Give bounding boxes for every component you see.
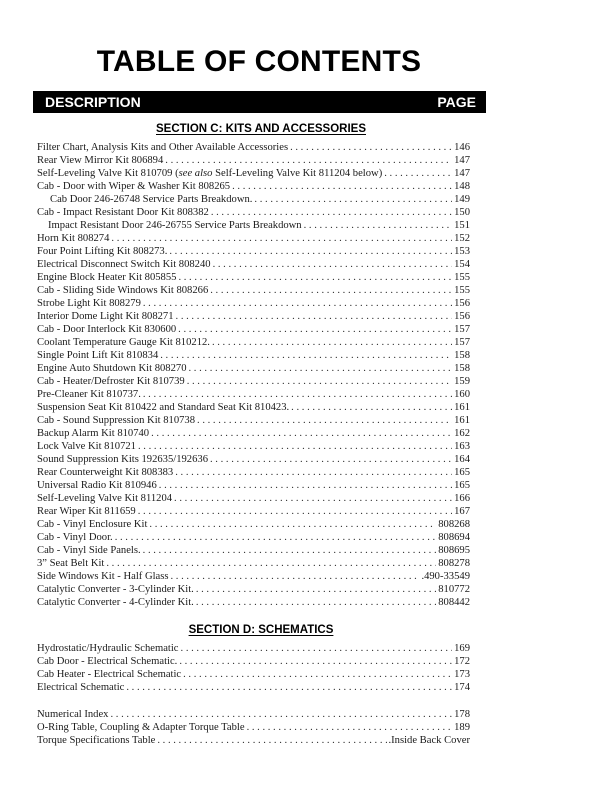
appendix-entries	[37, 708, 470, 747]
toc-entry[interactable]	[37, 258, 470, 271]
toc-entry-label-part: Self-Leveling Valve Kit 811204 below)	[212, 168, 383, 179]
dot-leader	[232, 180, 452, 193]
toc-entry[interactable]	[37, 141, 470, 154]
toc-entry-label: 3” Seat Belt Kit	[37, 558, 105, 569]
toc-entry[interactable]	[37, 323, 470, 336]
dot-leader	[183, 668, 452, 681]
toc-entry[interactable]	[37, 284, 470, 297]
toc-entry-label: Engine Block Heater Kit 805855	[37, 272, 177, 283]
dot-leader	[160, 349, 452, 362]
dot-leader	[115, 531, 437, 544]
toc-entry[interactable]	[37, 544, 470, 557]
dot-leader	[171, 570, 420, 583]
toc-entry[interactable]	[37, 414, 470, 427]
toc-entry-label: Cab - Heater/Defroster Kit 810739	[37, 376, 185, 387]
toc-entry-label: Backup Alarm Kit 810740	[37, 428, 150, 439]
toc-entry-page: 162	[454, 428, 470, 439]
toc-entry-page: 147	[454, 155, 470, 166]
toc-entry-label: Horn Kit 808274	[37, 233, 110, 244]
dot-leader	[151, 427, 452, 440]
toc-entry-label: Interior Dome Light Kit 808271	[37, 311, 174, 322]
toc-entry[interactable]	[37, 440, 470, 453]
toc-entry[interactable]	[37, 271, 470, 284]
toc-entry-page: 157	[454, 337, 470, 348]
section-d-entries	[37, 642, 470, 694]
toc-entry[interactable]	[37, 466, 470, 479]
toc-entry[interactable]	[37, 642, 470, 655]
dot-leader	[165, 154, 452, 167]
toc-entry-page: 189	[454, 722, 470, 733]
dot-leader	[169, 245, 452, 258]
dot-leader	[157, 734, 386, 747]
toc-entry-page: 169	[454, 643, 470, 654]
toc-entry-page: 155	[454, 285, 470, 296]
toc-entry-page: 173	[454, 669, 470, 680]
dot-leader	[189, 362, 453, 375]
toc-entry-page: 165	[454, 467, 470, 478]
toc-entry[interactable]	[37, 427, 470, 440]
dot-leader	[290, 141, 452, 154]
toc-entry-page: 158	[454, 363, 470, 374]
toc-entry-label: Rear Counterweight Kit 808383	[37, 467, 174, 478]
toc-entry-page: 150	[454, 207, 470, 218]
toc-entry-label	[37, 167, 382, 180]
toc-entry-page: 160	[454, 389, 470, 400]
toc-entry-page: 808695	[438, 545, 470, 556]
dot-leader	[143, 544, 437, 557]
toc-entry-label: Coolant Temperature Gauge Kit 810212.	[37, 337, 210, 348]
toc-entry-label: Cab - Vinyl Door.	[37, 532, 113, 543]
toc-entry-label-italic: see also	[178, 168, 213, 179]
dot-leader	[181, 642, 453, 655]
toc-entry-label: Strobe Light Kit 808279	[37, 298, 141, 309]
toc-entry-label: Hydrostatic/Hydraulic Schematic	[37, 643, 179, 654]
toc-entry-label: Rear Wiper Kit 811659	[37, 506, 136, 517]
toc-entry-label: Cab - Impact Resistant Door Kit 808382	[37, 207, 209, 218]
toc-entry-label: Filter Chart, Analysis Kits and Other Available Accessories	[37, 142, 289, 153]
section-c-heading-text: SECTION C: KITS AND ACCESSORIES	[156, 123, 366, 135]
dot-leader	[187, 375, 452, 388]
toc-entry[interactable]	[37, 557, 470, 570]
section-d-heading-text: SECTION D: SCHEMATICS	[188, 624, 334, 636]
dot-leader	[196, 583, 436, 596]
section-c-heading	[0, 123, 522, 135]
toc-entry-page: 156	[454, 311, 470, 322]
dot-leader	[210, 284, 452, 297]
toc-entry-label: Catalytic Converter - 3-Cylinder Kit.	[37, 584, 194, 595]
dot-leader	[213, 258, 453, 271]
toc-entry-label: Cab Heater - Electrical Schematic	[37, 669, 182, 680]
toc-entry[interactable]	[37, 734, 470, 747]
toc-entry-page: 166	[454, 493, 470, 504]
toc-entry-page: 810772	[438, 584, 470, 595]
toc-entry-label: Four Point Lifting Kit 808273.	[37, 246, 168, 257]
toc-entry-page: 808442	[438, 597, 470, 608]
toc-entry-page: 157	[454, 324, 470, 335]
toc-entry-page: 808278	[438, 558, 470, 569]
toc-entry[interactable]	[37, 505, 470, 518]
toc-entry-page: 164	[454, 454, 470, 465]
dot-leader	[111, 232, 452, 245]
toc-entry[interactable]	[37, 154, 470, 167]
toc-entry-label: Engine Auto Shutdown Kit 808270	[37, 363, 187, 374]
toc-entry-page: 153	[454, 246, 470, 257]
toc-entry-page: 155	[454, 272, 470, 283]
toc-entry[interactable]	[37, 401, 470, 414]
dot-leader	[291, 401, 452, 414]
toc-entry-label: O-Ring Table, Coupling & Adapter Torque Table	[37, 722, 245, 733]
dot-leader	[110, 708, 452, 721]
toc-entry[interactable]	[37, 518, 470, 531]
description-column-header: DESCRIPTION	[45, 94, 141, 110]
toc-entry-page: 149	[454, 194, 470, 205]
toc-entry-label: Numerical Index	[37, 709, 109, 720]
dot-leader	[126, 681, 452, 694]
toc-entry-label: Cab - Vinyl Enclosure Kit	[37, 519, 148, 530]
toc-entry[interactable]	[37, 232, 470, 245]
section-c-entries	[37, 141, 470, 609]
toc-entry[interactable]	[37, 245, 470, 258]
toc-entry[interactable]	[37, 219, 470, 232]
toc-entry-page: 172	[454, 656, 470, 667]
dot-leader	[211, 206, 452, 219]
dot-leader	[178, 323, 452, 336]
toc-entry[interactable]	[37, 349, 470, 362]
toc-entry-label: Self-Leveling Valve Kit 811204	[37, 493, 173, 504]
toc-entry-label: Sound Suppression Kits 192635/192636	[37, 454, 208, 465]
toc-entry[interactable]	[37, 453, 470, 466]
toc-entry-page: 152	[454, 233, 470, 244]
toc-entry[interactable]	[37, 531, 470, 544]
dot-leader	[175, 466, 452, 479]
toc-entry[interactable]	[37, 336, 470, 349]
toc-entry-page: 161	[454, 415, 470, 426]
dot-leader	[304, 219, 453, 232]
toc-entry-page: 165	[454, 480, 470, 491]
toc-entry-label: Cab - Door Interlock Kit 830600	[37, 324, 177, 335]
toc-entry[interactable]	[37, 681, 470, 694]
page-title: TABLE OF CONTENTS	[96, 45, 422, 78]
toc-entry-page: 808268	[438, 519, 470, 530]
toc-entry-label: Universal Radio Kit 810946	[37, 480, 157, 491]
toc-entry-page: 808694	[438, 532, 470, 543]
dot-leader	[176, 310, 453, 323]
toc-entry[interactable]	[37, 310, 470, 323]
toc-entry-label: Suspension Seat Kit 810422 and Standard Seat Kit 810423.	[37, 402, 290, 413]
dot-leader	[159, 479, 452, 492]
toc-entry-page: .Inside Back Cover	[388, 735, 470, 746]
toc-entry[interactable]	[37, 206, 470, 219]
dot-leader	[174, 492, 452, 505]
toc-entry[interactable]	[37, 721, 470, 734]
toc-entry-page: 159	[454, 376, 470, 387]
toc-entry[interactable]	[37, 596, 470, 609]
dot-leader	[210, 453, 452, 466]
toc-entry[interactable]	[37, 583, 470, 596]
toc-entry-page: 154	[454, 259, 470, 270]
toc-entry[interactable]	[37, 167, 470, 180]
toc-entry-label: Cab - Door with Wiper & Washer Kit 808265	[37, 181, 231, 192]
toc-entry-page: 178	[454, 709, 470, 720]
toc-entry-label: Catalytic Converter - 4-Cylinder Kit.	[37, 597, 194, 608]
toc-entry-label: Lock Valve Kit 810721	[37, 441, 136, 452]
toc-entry[interactable]	[37, 668, 470, 681]
toc-entry[interactable]	[37, 297, 470, 310]
dot-leader	[384, 167, 452, 180]
toc-entry-page: 163	[454, 441, 470, 452]
toc-entry[interactable]	[37, 655, 470, 668]
toc-entry-label: Impact Resistant Door 246-26755 Service Parts Breakdown	[48, 220, 302, 231]
dot-leader	[143, 388, 452, 401]
dot-leader	[138, 505, 452, 518]
page-column-header: PAGE	[437, 94, 476, 110]
toc-entry[interactable]	[37, 479, 470, 492]
toc-entry[interactable]	[37, 375, 470, 388]
toc-entry-label: Cab Door 246-26748 Service Parts Breakdown.	[50, 194, 253, 205]
toc-entry[interactable]	[37, 388, 470, 401]
dot-leader	[149, 518, 436, 531]
dot-leader	[178, 271, 452, 284]
toc-entry-page: 147	[454, 168, 470, 179]
toc-entry[interactable]	[37, 193, 470, 206]
dot-leader	[197, 414, 452, 427]
toc-entry-label: Cab - Sliding Side Windows Kit 808266	[37, 285, 209, 296]
toc-entry-page: 148	[454, 181, 470, 192]
toc-entry-label: Electrical Disconnect Switch Kit 808240	[37, 259, 211, 270]
toc-entry-label: Electrical Schematic	[37, 682, 125, 693]
toc-entry[interactable]	[37, 180, 470, 193]
toc-entry-page: 161	[454, 402, 470, 413]
toc-entry-page: 174	[454, 682, 470, 693]
dot-leader	[179, 655, 452, 668]
column-header-bar	[33, 91, 486, 113]
toc-entry-label: Pre-Cleaner Kit 810737.	[37, 389, 141, 400]
toc-entry-page: 158	[454, 350, 470, 361]
toc-entry[interactable]	[37, 492, 470, 505]
toc-entry-label: Side Windows Kit - Half Glass	[37, 571, 169, 582]
toc-entry-label: Cab - Sound Suppression Kit 810738	[37, 415, 196, 426]
toc-entry-label: Rear View Mirror Kit 806894	[37, 155, 164, 166]
dot-leader	[143, 297, 452, 310]
toc-entry[interactable]	[37, 362, 470, 375]
toc-entry-label: Torque Specifications Table	[37, 735, 156, 746]
section-d-heading	[0, 624, 522, 636]
toc-entry-label-part: Self-Leveling Valve Kit 810709 (	[37, 168, 179, 179]
dot-leader	[106, 557, 436, 570]
toc-entry-page: .490-33549	[421, 571, 470, 582]
toc-entry-page: 146	[454, 142, 470, 153]
dot-leader	[254, 193, 452, 206]
toc-entry-page: 156	[454, 298, 470, 309]
toc-entry-label: Cab - Vinyl Side Panels.	[37, 545, 141, 556]
dot-leader	[247, 721, 453, 734]
toc-entry-page: 151	[454, 220, 470, 231]
dot-leader	[196, 596, 436, 609]
toc-entry-label: Single Point Lift Kit 810834	[37, 350, 159, 361]
toc-entry-label: Cab Door - Electrical Schematic.	[37, 656, 178, 667]
dot-leader	[212, 336, 452, 349]
dot-leader	[138, 440, 452, 453]
toc-entry[interactable]	[37, 708, 470, 721]
toc-entry-page: 167	[454, 506, 470, 517]
toc-entry[interactable]	[37, 570, 470, 583]
